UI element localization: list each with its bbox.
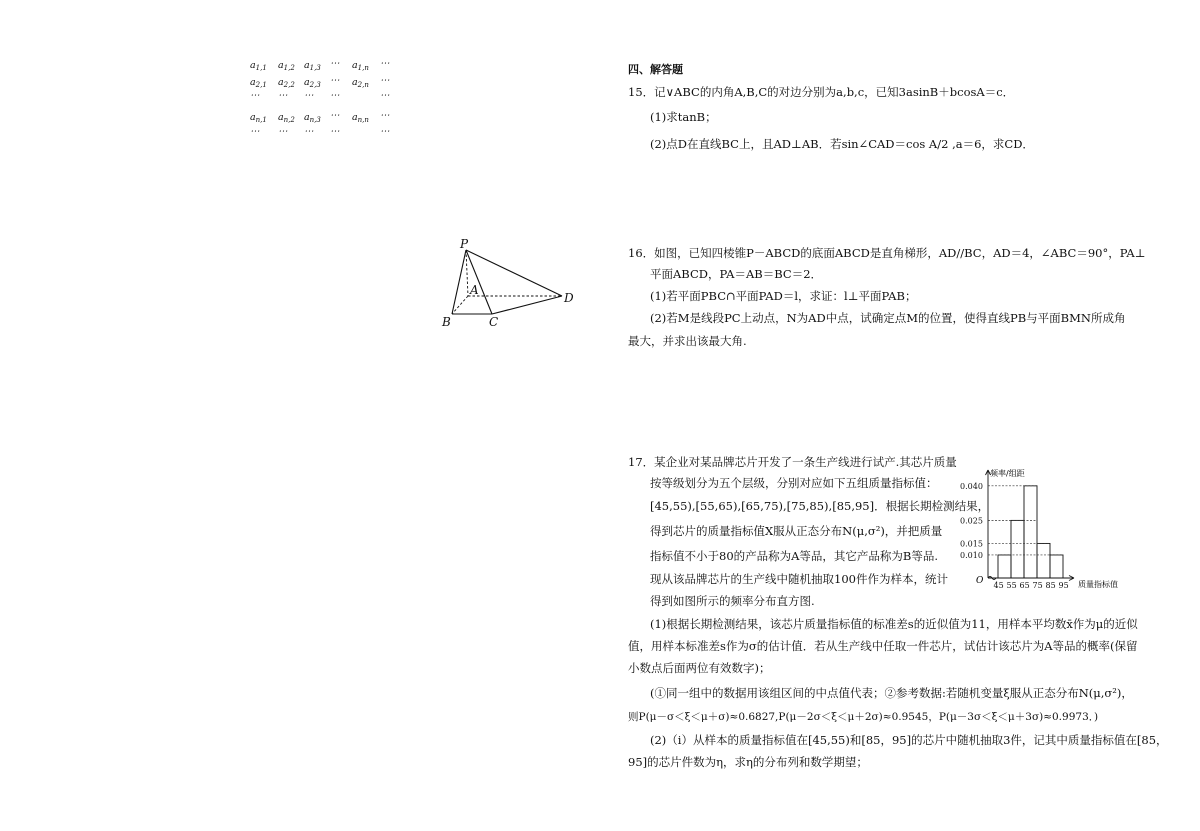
vertex-label-d: D: [564, 291, 574, 305]
matrix-cell: $a_{2,3}$: [304, 77, 321, 89]
q16-part2-cont: 最大，并求出该最大角.: [628, 334, 747, 348]
q16-stem-2: 平面ABCD，PA＝AB＝BC＝2．: [650, 267, 823, 281]
matrix-block: [248, 60, 408, 150]
matrix-cell: ⋯: [380, 58, 390, 69]
q16-stem: 16．如图，已知四棱锥P－ABCD的底面ABCD是直角梯形，AD//BC，AD＝4，∠ABC＝90°，PA⊥: [628, 246, 1146, 260]
matrix-cell: $a_{2,n}$: [352, 77, 369, 89]
q17-line13: (2)（i）从样本的质量指标值在[45,55)和[85，95]的芯片中随机抽取3件，记其中质量指标值在[85，: [650, 733, 1168, 747]
edge-pd: [466, 250, 562, 296]
edge-pc: [466, 250, 492, 314]
y-axis-label: 频率/组距: [990, 469, 1025, 478]
matrix-cell: ⋯: [330, 110, 340, 121]
matrix-cell: ⋯: [330, 126, 340, 137]
x-tick-label: 95: [1058, 581, 1069, 590]
matrix-cell: $a_{n,3}$: [304, 112, 321, 124]
q17-line8: (1)根据长期检测结果，该芯片质量指标值的标准差s的近似值为11，用样本平均数x̄作为μ的近似: [650, 617, 1138, 631]
q17-line3: [45,55),[55,65),[65,75),[75,85),[85,95]．根据长期检测结果，: [650, 499, 990, 513]
histogram-bar: [1011, 520, 1024, 578]
x-tick-label: 85: [1045, 581, 1056, 590]
pyramid-figure: [438, 236, 578, 336]
histogram-bar: [1037, 543, 1050, 578]
matrix-cell: ⋯: [250, 126, 260, 137]
matrix-cell: ⋯: [380, 126, 390, 137]
matrix-cell: ⋯: [380, 110, 390, 121]
matrix-cell: $a_{n,n}$: [352, 112, 369, 124]
y-tick-label: 0.040: [960, 481, 983, 491]
q17-line2: 按等级划分为五个层级，分别对应如下五组质量指标值：: [650, 476, 938, 490]
x-tick-label: 75: [1032, 581, 1043, 590]
matrix-cell: ⋯: [304, 126, 314, 137]
q17-line11: (①同一组中的数据用该组区间的中点值代表；②参考数据:若随机变量ξ服从正态分布N(μ,σ²)，: [650, 686, 1133, 700]
matrix-cell: ⋯: [380, 75, 390, 86]
origin-label: O: [976, 576, 984, 586]
y-tick-label: 0.025: [960, 516, 983, 526]
edge-pa: [466, 250, 468, 296]
q17-line5: 指标值不小于80的产品称为A等品，其它产品称为B等品.: [650, 549, 939, 563]
matrix-cell: ⋯: [304, 90, 314, 101]
x-tick-label: 55: [1006, 581, 1017, 590]
y-tick-label: 0.010: [960, 550, 983, 560]
q17-line7: 得到如图所示的频率分布直方图.: [650, 594, 815, 608]
matrix-cell: ⋯: [380, 90, 390, 101]
q17-line1: 17．某企业对某品牌芯片开发了一条生产线进行试产.其芯片质量: [628, 455, 957, 469]
frequency-histogram: [954, 466, 1134, 594]
q15-part2: (2)点D在直线BC上，且AD⊥AB．若sin∠CAD＝cos A/2 ,a＝6，求CD．: [650, 137, 1034, 151]
histogram-bar: [1024, 486, 1037, 578]
matrix-cell: $a_{1,3}$: [304, 60, 321, 72]
matrix-cell: $a_{2,1}$: [250, 77, 267, 89]
q17-line6: 现从该品牌芯片的生产线中随机抽取100件作为样本，统计: [650, 572, 948, 586]
q17-line9: 值，用样本标准差s作为σ的估计值．若从生产线中任取一件芯片，试估计该芯片为A等品的概率(保留: [628, 639, 1138, 653]
vertex-label-a: A: [470, 283, 479, 297]
x-tick-label: 65: [1019, 581, 1030, 590]
matrix-cell: $a_{1,2}$: [278, 60, 295, 72]
matrix-cell: $a_{1,1}$: [250, 60, 267, 72]
q17-line12: 则P(μ－σ＜ξ＜μ＋σ)≈0.6827,P(μ－2σ＜ξ＜μ＋2σ)≈0.9545，P(μ－3σ＜ξ＜μ＋3σ)≈0.9973．): [628, 711, 1099, 723]
matrix-cell: $a_{2,2}$: [278, 77, 295, 89]
q17-line14: 95]的芯片件数为η，求η的分布列和数学期望；: [628, 755, 868, 769]
x-tick-label: 45: [993, 581, 1004, 590]
matrix-cell: ⋯: [278, 126, 288, 137]
matrix-cell: $a_{n,2}$: [278, 112, 295, 124]
x-axis-label: 质量指标值: [1078, 580, 1118, 589]
matrix-cell: ⋯: [278, 90, 288, 101]
q17-line4: 得到芯片的质量指标值X服从正态分布N(μ,σ²)，并把质量: [650, 524, 943, 538]
q15-part1: (1)求tanB；: [650, 110, 717, 124]
vertex-label-c: C: [489, 315, 499, 329]
matrix-cell: ⋯: [330, 90, 340, 101]
q17-line10: 小数点后面两位有效数字)；: [628, 661, 771, 675]
matrix-cell: $a_{n,1}$: [250, 112, 267, 124]
q16-part2: (2)若M是线段PC上动点，N为AD中点，试确定点M的位置，使得直线PB与平面BMN所成角: [650, 311, 1126, 325]
histogram-bar: [1050, 555, 1063, 578]
matrix-cell: $a_{1,n}$: [352, 60, 369, 72]
matrix-cell: ⋯: [330, 75, 340, 86]
edge-pb: [452, 250, 466, 314]
edge-cd: [492, 296, 562, 314]
matrix-cell: ⋯: [250, 90, 260, 101]
y-tick-label: 0.015: [960, 539, 983, 549]
section-title: 四、解答题: [628, 63, 683, 76]
vertex-label-b: B: [442, 315, 451, 329]
vertex-label-p: P: [460, 237, 469, 251]
q15-stem: 15．记∨ABC的内角A,B,C的对边分别为a,b,c，已知3asinB＋bcosA＝c．: [628, 85, 1015, 99]
histogram-bar: [998, 555, 1011, 578]
q16-part1: (1)若平面PBC∩平面PAD＝l，求证：l⊥平面PAB；: [650, 289, 917, 303]
matrix-cell: ⋯: [330, 58, 340, 69]
